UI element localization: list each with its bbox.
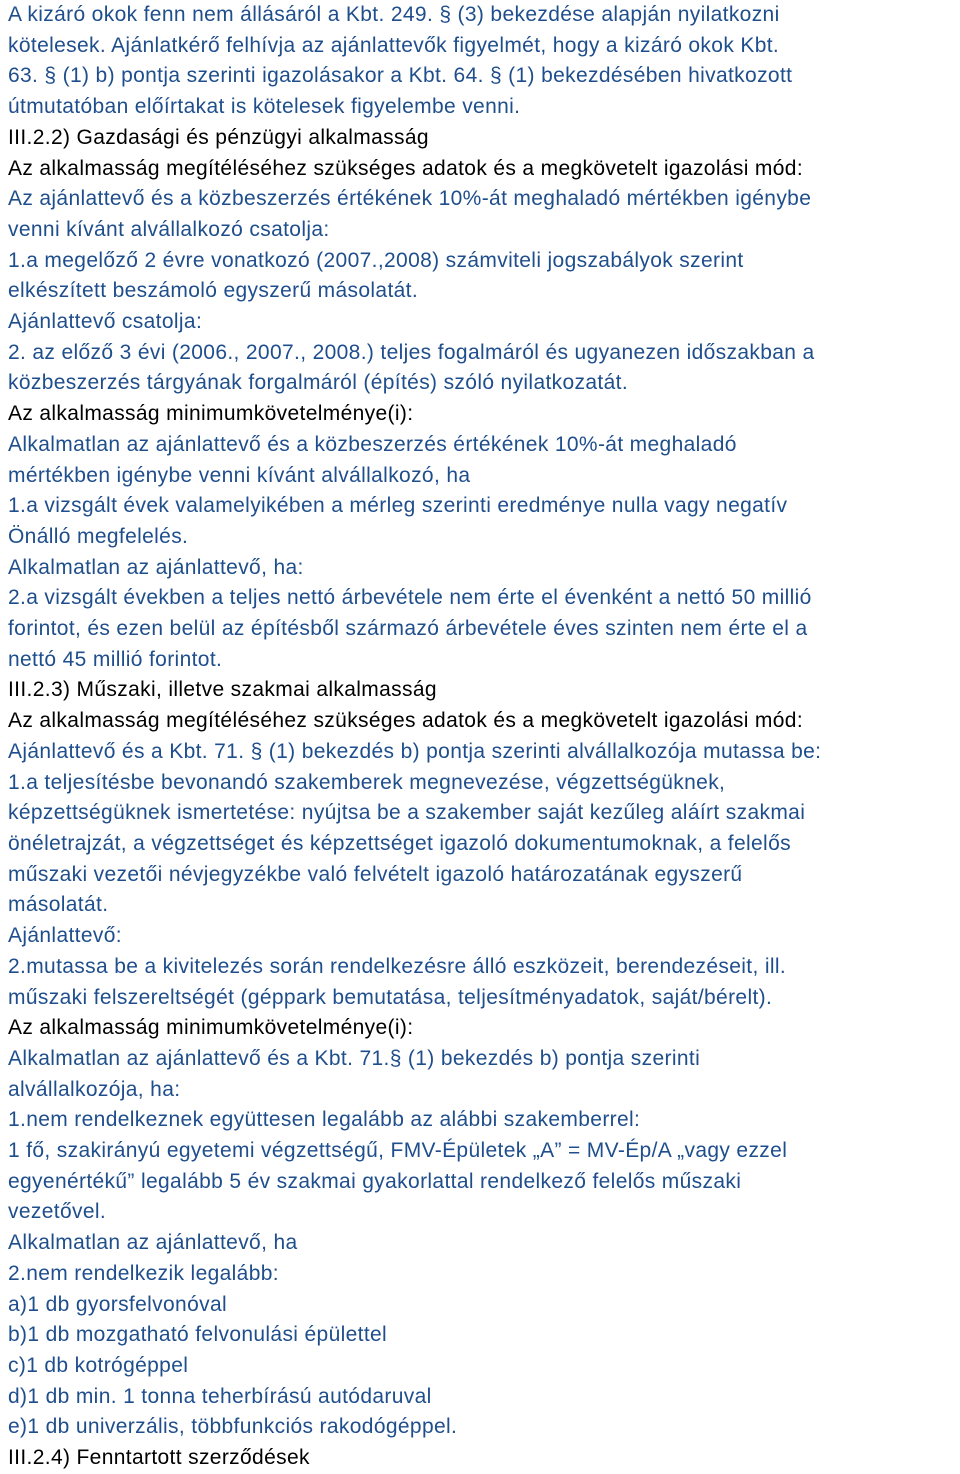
- text-line: Alkalmatlan az ajánlattevő, ha:: [8, 555, 304, 579]
- text-line: 2. az előző 3 évi (2006., 2007., 2008.) teljes fogalmáról és ugyanezen időszakban a: [8, 340, 815, 364]
- text-line: műszaki felszereltségét (géppark bemutatása, teljesítményadatok, saját/bérelt).: [8, 985, 773, 1009]
- text-line: mértékben igénybe venni kívánt alvállalkozó, ha: [8, 463, 471, 487]
- list-item: e)1 db univerzális, többfunkciós rakodógéppel.: [8, 1415, 458, 1439]
- text-line: Alkalmatlan az ajánlattevő és a közbeszerzés értékének 10%-át meghaladó: [8, 432, 737, 456]
- text-line: venni kívánt alvállalkozó csatolja:: [8, 217, 330, 241]
- text-line: képzettségüknek ismertetése: nyújtsa be a szakember saját kezűleg aláírt szakmai: [8, 801, 806, 825]
- text-line: közbeszerzés tárgyának forgalmáról (építés) szóló nyilatkozatát.: [8, 371, 629, 395]
- section-heading: III.2.4) Fenntartott szerződések: [8, 1446, 310, 1470]
- text-line: 1.a megelőző 2 évre vonatkozó (2007.,2008) számviteli jogszabályok szerint: [8, 248, 744, 272]
- text-line: 2.nem rendelkezik legalább:: [8, 1261, 279, 1285]
- text-line: másolatát.: [8, 893, 109, 917]
- text-line: 1.a vizsgált évek valamelyikében a mérleg szerinti eredménye nulla vagy negatív: [8, 494, 788, 518]
- text-line: Ajánlattevő:: [8, 924, 122, 948]
- text-line: nettó 45 millió forintot.: [8, 647, 223, 671]
- text-line: vezetővel.: [8, 1200, 107, 1224]
- text-line: Az ajánlattevő és a közbeszerzés értékének 10%-át meghaladó mértékben igénybe: [8, 187, 812, 211]
- list-item: d)1 db min. 1 tonna teherbírású autódaruval: [8, 1384, 432, 1408]
- text-line: 1.nem rendelkeznek együttesen legalább az alábbi szakemberrel:: [8, 1108, 641, 1132]
- text-line: egyenértékű” legalább 5 év szakmai gyakorlattal rendelkező felelős műszaki: [8, 1169, 742, 1193]
- section-heading: III.2.3) Műszaki, illetve szakmai alkalmasság: [8, 678, 437, 702]
- section-heading: III.2.2) Gazdasági és pénzügyi alkalmasság: [8, 125, 429, 149]
- subsection-label: Az alkalmasság minimumkövetelménye(i):: [8, 1016, 414, 1040]
- list-item: b)1 db mozgatható felvonulási épülettel: [8, 1323, 388, 1347]
- subsection-label: Az alkalmasság megítéléséhez szükséges adatok és a megkövetelt igazolási mód:: [8, 709, 804, 733]
- text-line: alvállalkozója, ha:: [8, 1077, 181, 1101]
- text-line: Ajánlattevő csatolja:: [8, 310, 203, 334]
- text-line: 63. § (1) b) pontja szerinti igazolásakor a Kbt. 64. § (1) bekezdésében hivatkozott: [8, 64, 793, 88]
- text-line: Ajánlattevő és a Kbt. 71. § (1) bekezdés b) pontja szerinti alvállalkozója mutassa be:: [8, 739, 822, 763]
- text-line: önéletrajzát, a végzettséget és képzettséget igazoló dokumentumoknak, a felelős: [8, 831, 791, 855]
- text-line: Önálló megfelelés.: [8, 524, 189, 548]
- subsection-label: Az alkalmasság minimumkövetelménye(i):: [8, 402, 414, 426]
- text-line: elkészített beszámoló egyszerű másolatát.: [8, 279, 419, 303]
- text-line: 2.a vizsgált években a teljes nettó árbevétele nem érte el évenként a nettó 50 millió: [8, 586, 812, 610]
- text-line: kötelesek. Ajánlatkérő felhívja az ajánlattevők figyelmét, hogy a kizáró okok Kbt.: [8, 33, 780, 57]
- text-line: Alkalmatlan az ajánlattevő, ha: [8, 1231, 298, 1255]
- text-line: Alkalmatlan az ajánlattevő és a Kbt. 71.§ (1) bekezdés b) pontja szerinti: [8, 1046, 701, 1070]
- list-item: c)1 db kotrógéppel: [8, 1353, 189, 1377]
- subsection-label: Az alkalmasság megítéléséhez szükséges adatok és a megkövetelt igazolási mód:: [8, 156, 804, 180]
- text-line: forintot, és ezen belül az építésből származó árbevétele éves szinten nem érte el a: [8, 617, 808, 641]
- list-item: a)1 db gyorsfelvonóval: [8, 1292, 227, 1316]
- text-line: 2.mutassa be a kivitelezés során rendelkezésre álló eszközeit, berendezéseit, ill.: [8, 954, 787, 978]
- text-line: 1.a teljesítésbe bevonandó szakemberek megnevezése, végzettségüknek,: [8, 770, 726, 794]
- text-line: 1 fő, szakirányú egyetemi végzettségű, FMV-Épületek „A” = MV-Ép/A „vagy ezzel: [8, 1139, 788, 1163]
- text-line: útmutatóban előírtakat is kötelesek figyelembe venni.: [8, 95, 521, 119]
- text-line: műszaki vezetői névjegyzékbe való felvételt igazoló határozatának egyszerű: [8, 862, 743, 886]
- text-line: A kizáró okok fenn nem állásáról a Kbt. 249. § (3) bekezdése alapján nyilatkozni: [8, 3, 780, 26]
